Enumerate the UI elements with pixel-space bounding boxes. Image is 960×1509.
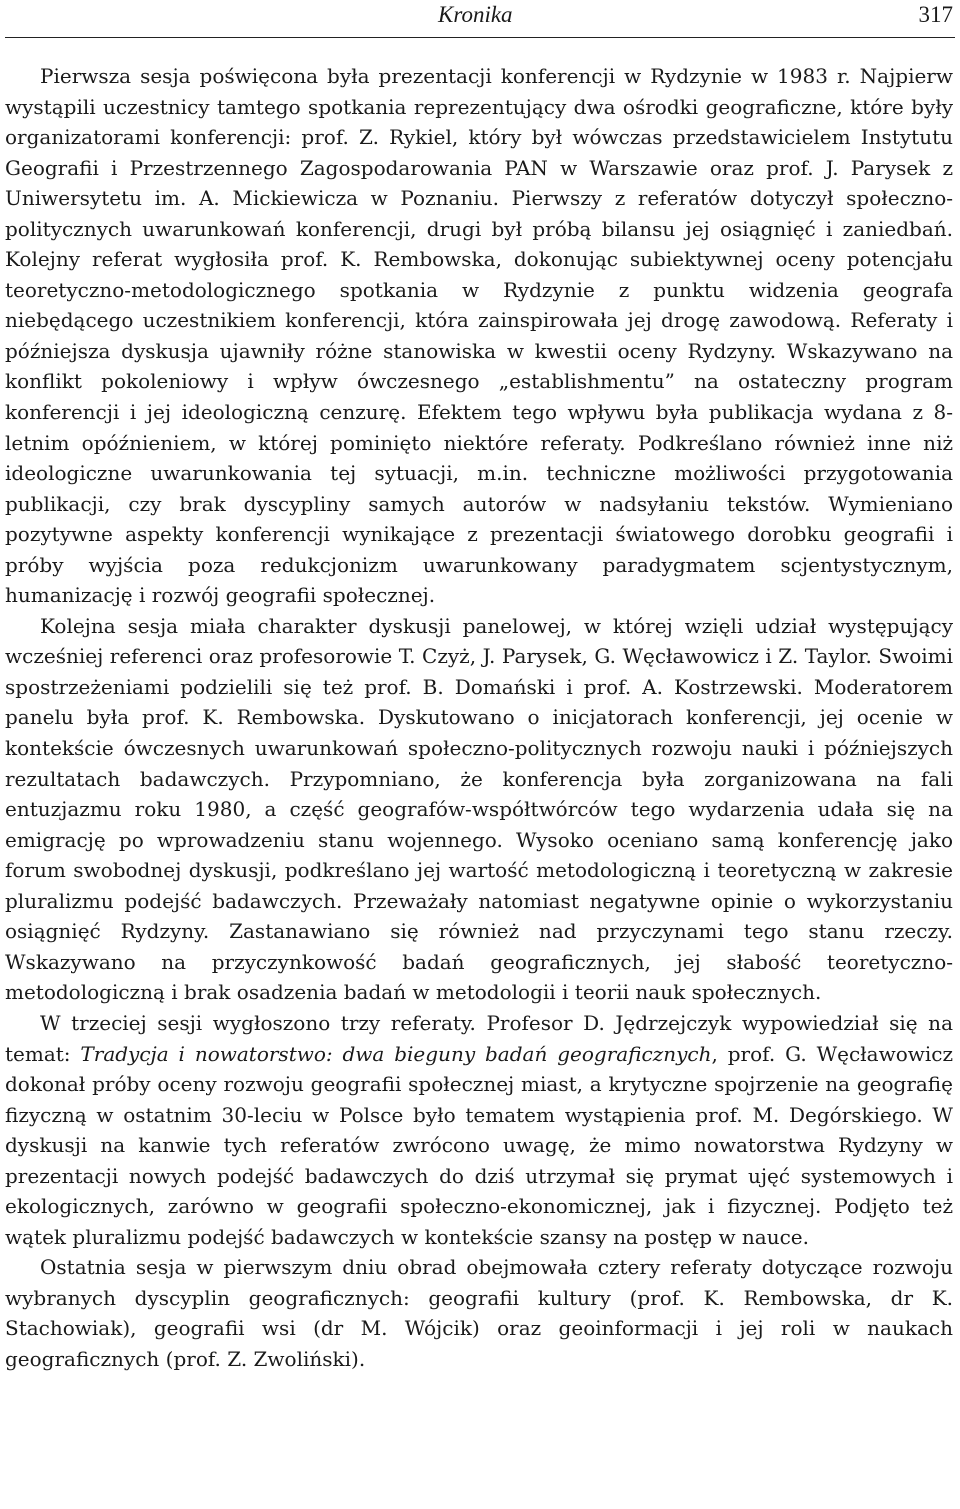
paragraph-session-one: Pierwsza sesja poświęcona była prezentacji konferencji w Rydzynie w 1983 r. Najpierw wystąpili uczestnicy tamtego spotkania reprezentujący dwa ośrodki geograficzne, które były organizatorami konferencji: prof. Z. Rykiel, który był wówczas przedstawicielem Instytutu Geografii i Przestrzennego Zagospodarowania PAN w Warszawie oraz prof. J. Parysek z Uniwersytetu im. A. Mickiewicza w Poznaniu. Pierwszy z referatów dotyczył społeczno-politycznych uwarunkowań konferencji, drugi był próbą bilansu jej osiągnięć i zaniedbań. Kolejny referat wygłosiła prof. K. Rembowska, dokonując subiektywnej oceny potencjału teoretyczno-metodologicznego spotkania w Rydzynie z punktu widzenia geografa niebędącego uczestnikiem konferencji, która zainspirowała jej drogę zawodową. Referaty i późniejsza dyskusja ujawniły różne stanowiska w kwestii oceny Rydzyny. Wskazywano na konflikt pokoleniowy i wpływ ówczesnego „establishmentu” na ostateczny program konferencji i jej ideologiczną cenzurę. Efektem tego wpływu była publikacja wydana z 8-letnim opóźnieniem, w której pominięto niektóre referaty. Podkreślano również inne niż ideologiczne uwarunkowania tej sytuacji, m.in. techniczne możliwości przygotowania publikacji, czy brak dyscypliny samych autorów w nadsyłaniu tekstów. Wymieniano pozytywne aspekty konferencji wynikające z prezentacji światowego dorobku geografii i próby wyjścia poza redukcjonizm uwarunkowany paradygmatem scjentystycznym, humanizację i rozwój geografii społecznej. xyxy=(5,64,953,608)
paragraph-last-session: Ostatnia sesja w pierwszym dniu obrad obejmowała cztery referaty dotyczące rozwoju wybranych dyscyplin geograficznych: geografii kultury (prof. K. Rembowska, dr K. Stachowiak), geografii wsi (dr M. Wójcik) oraz geoinformacji i jej roli w naukach geograficznych (prof. Z. Zwoliński). xyxy=(5,1255,953,1371)
lecture-title: Tradycja i nowatorstwo: dwa bieguny badań geograficznych xyxy=(80,1041,712,1066)
paragraph-panel-discussion: Kolejna sesja miała charakter dyskusji panelowej, w której wzięli udział występujący wcześniej referenci oraz profesorowie T. Czyż, J. Parysek, G. Węcławowicz i Z. Taylor. Swoimi spostrzeżeniami podzielili się też prof. B. Domański i prof. A. Kostrzewski. Moderatorem panelu była prof. K. Rembowska. Dyskutowano o inicjatorach konferencji, jej ocenie w kontekście ówczesnych uwarunkowań społeczno-politycznych rozwoju nauki i późniejszych rezultatach badawczych. Przypomniano, że konferencja była zorganizowana na fali entuzjazmu roku 1980, a część geografów-współtwórców tego wydarzenia udała się na emigrację po wprowadzeniu stanu wojennego. Wysoko oceniano samą konferencję jako forum swobodnej dyskusji, podkreślano jej wartość metodologiczną i teoretyczną w zakresie pluralizmu podejść badawczych. Przeważały natomiast negatywne opinie o wykorzystaniu osiągnięć Rydzyny. Zastanawiano się również nad przyczynami tego stanu rzeczy. Wskazywano na przyczynkowość badań geograficznych, jej słabość teoretyczno-metodologiczną i brak osadzenia badań w metodologii i teorii nauk społecznych. xyxy=(5,613,953,1005)
section-title: Kronika xyxy=(438,2,513,27)
paragraph-session-three xyxy=(5,1008,953,1252)
article-body xyxy=(5,61,953,1375)
paragraph-text: , prof. G. Węcławowicz dokonał próby oceny rozwoju geografii społecznej miast, a krytyczne spojrzenie na geografię fizyczną w ostatnim 30-leciu w Polsce było tematem wystąpienia prof. M. Degórskiego. W dyskusji na kanwie tych referatów zwrócono uwagę, że mimo nowatorstwa Rydzyny w prezentacji nowych podejść badawczych do dziś utrzymał się prymat ujęć systemowych i ekologicznych, zarówno w geografii społeczno-ekonomicznej, jak i fizycznej. Podjęto też wątek pluralizmu podejść badawczych w kontekście szansy na postęp w nauce. xyxy=(5,1041,953,1249)
paragraph-text: W trzeciej sesji wygłoszono trzy referaty. Profesor D. Jędrzejczyk wypowiedział się na temat: xyxy=(5,1010,953,1066)
running-header xyxy=(5,0,955,38)
page-number: 317 xyxy=(918,2,953,27)
